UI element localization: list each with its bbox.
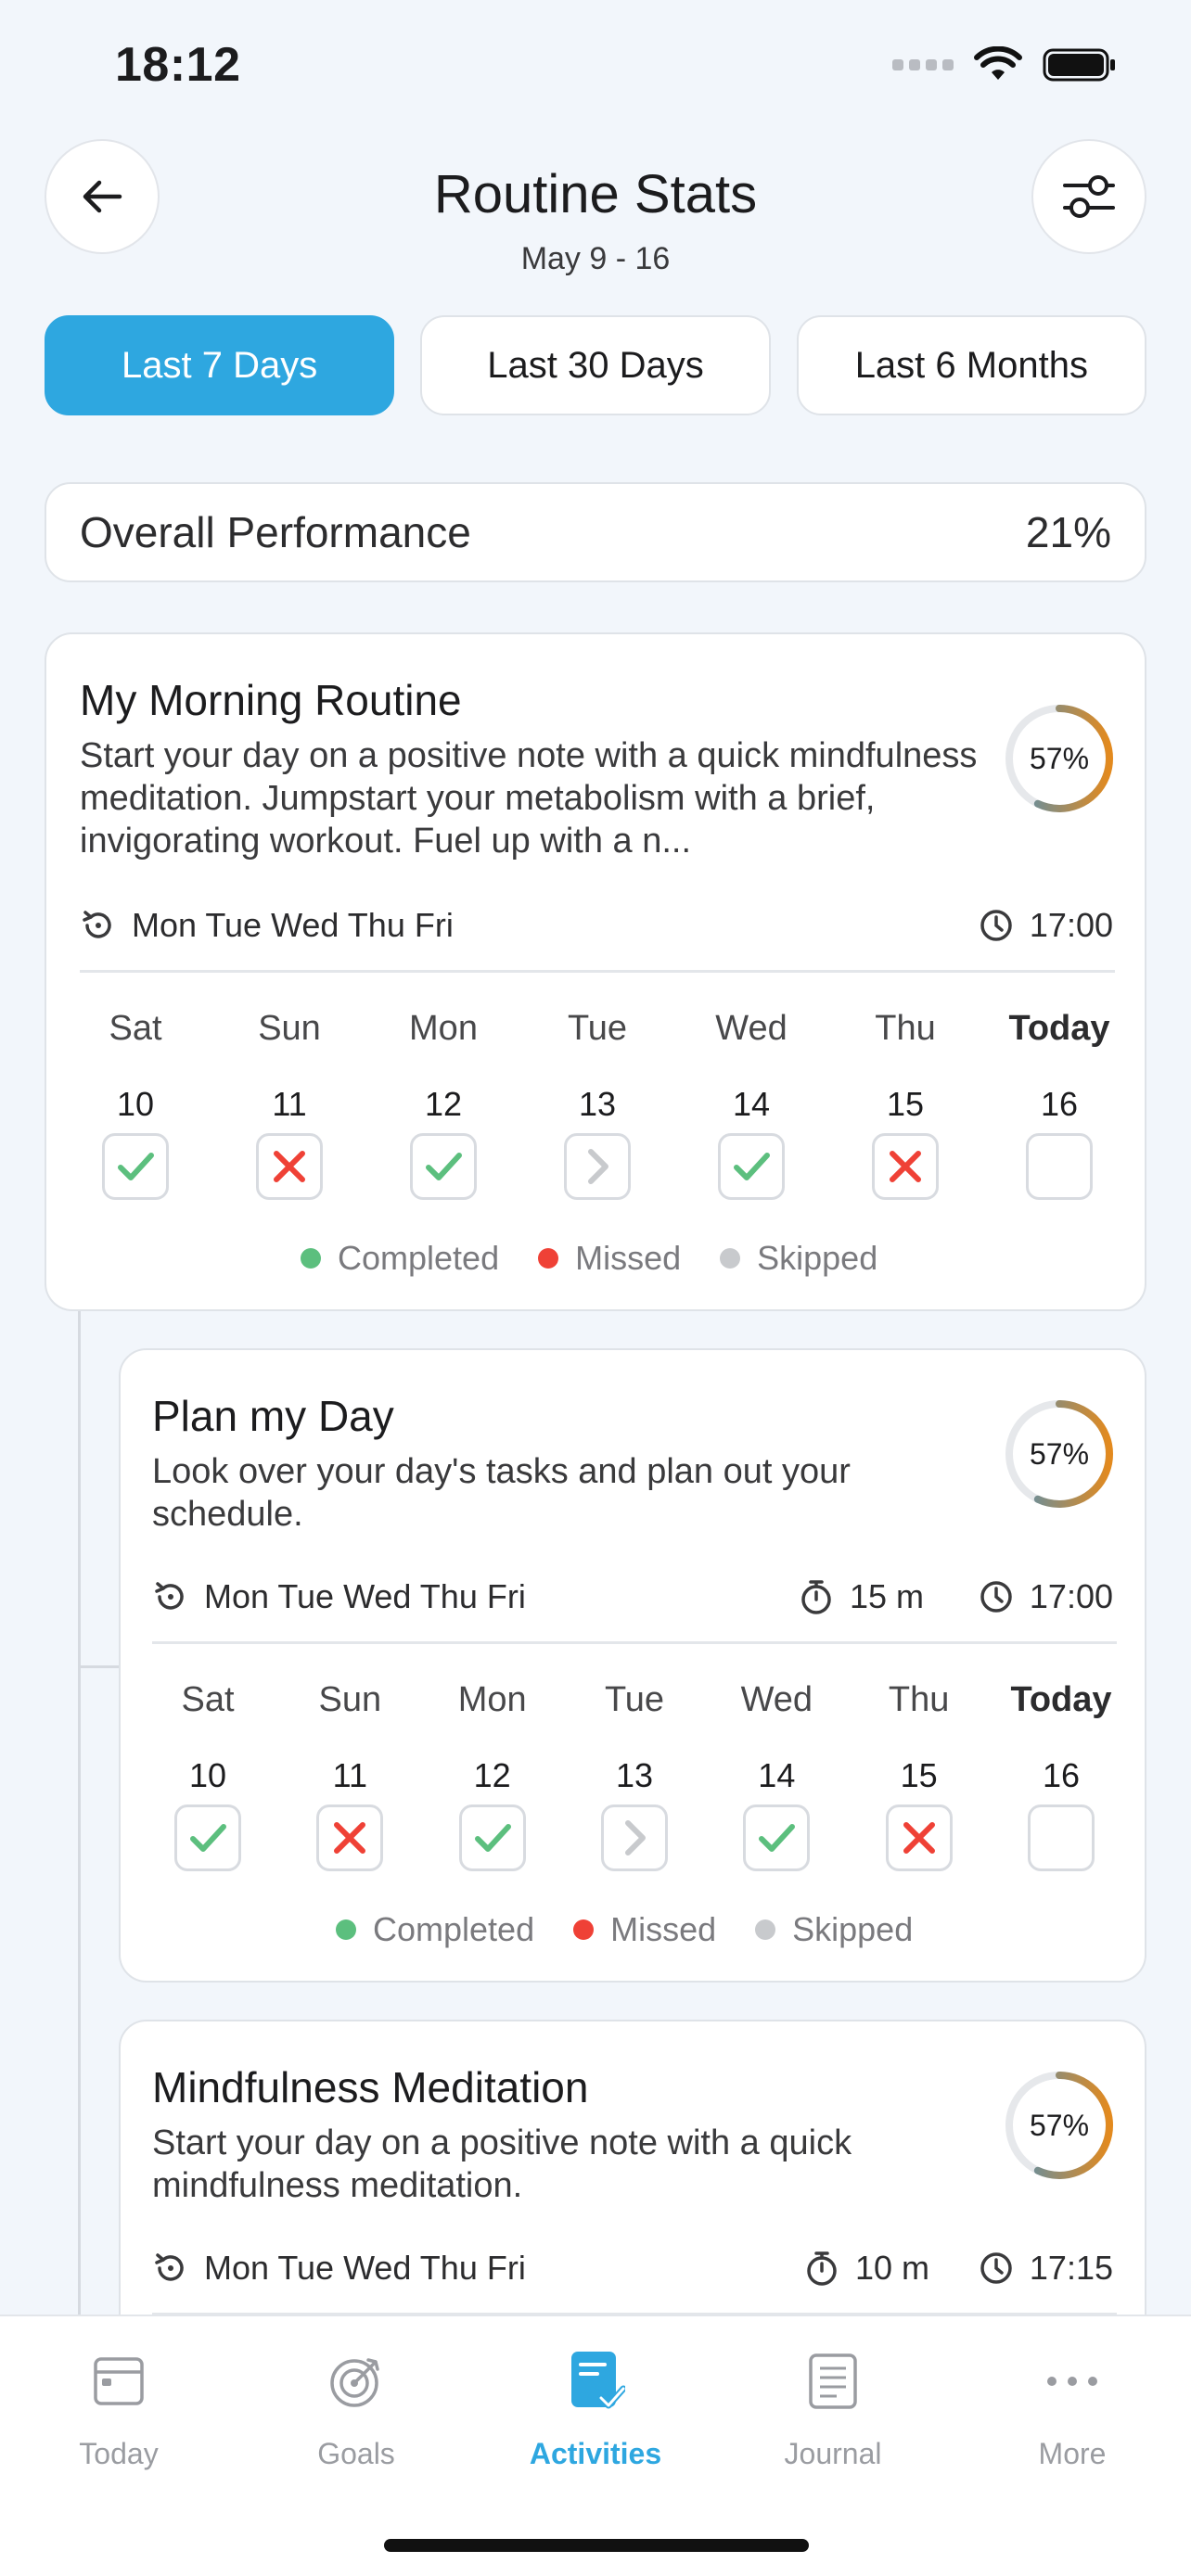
repeat-days-text: Mon Tue Wed Thu Fri <box>204 2249 526 2287</box>
home-indicator <box>384 2539 809 2552</box>
progress-ring <box>1002 2068 1117 2183</box>
tab-last-6-months[interactable]: Last 6 Months <box>797 315 1146 415</box>
check-icon <box>186 1816 230 1860</box>
tab-last-7-days[interactable]: Last 7 Days <box>45 315 394 415</box>
repeat-icon <box>80 907 117 944</box>
status-bar <box>0 0 1191 139</box>
status-legend <box>336 1910 913 1949</box>
routine-title: Mindfulness Meditation <box>152 2063 589 2111</box>
week-tracker <box>152 1677 1117 1862</box>
day-number: 10 <box>116 1085 155 1123</box>
sliders-icon <box>1061 169 1117 224</box>
day-column <box>696 1005 807 1200</box>
tabbar-label: Journal <box>784 2437 882 2470</box>
journal-icon <box>805 2352 861 2411</box>
repeat-icon <box>152 2250 189 2287</box>
day-status-completed[interactable] <box>459 1804 526 1871</box>
day-status-completed[interactable] <box>410 1133 477 1200</box>
cross-icon <box>883 1144 928 1189</box>
routine-description: Look over your day's tasks and plan out your schedule. <box>152 1452 851 1534</box>
day-column <box>437 1677 548 1871</box>
day-status-skipped[interactable] <box>564 1133 631 1200</box>
progress-percent: 57% <box>1029 741 1090 775</box>
header <box>0 139 1191 287</box>
day-column <box>850 1005 961 1200</box>
day-status-completed[interactable] <box>102 1133 169 1200</box>
day-name: Wed <box>740 1680 813 1719</box>
routine-card[interactable] <box>45 632 1146 1311</box>
day-column <box>152 1677 263 1871</box>
more-icon <box>1044 2372 1100 2391</box>
tabbar-today[interactable] <box>0 2344 237 2471</box>
clock-icon <box>978 907 1015 944</box>
status-time: 18:12 <box>115 38 241 92</box>
reminder-time-text: 17:15 <box>1029 2249 1113 2287</box>
repeat-days <box>80 901 454 950</box>
legend-skipped: Skipped <box>720 1239 877 1278</box>
day-status-missed[interactable] <box>886 1804 953 1871</box>
skipped-dot-icon <box>755 1919 775 1940</box>
chevron-right-icon <box>612 1816 657 1860</box>
tabbar-label: Today <box>79 2437 159 2470</box>
date-range: May 9 - 16 <box>520 241 671 276</box>
day-number: 16 <box>1042 1756 1081 1794</box>
day-column <box>1005 1677 1117 1871</box>
day-number: 13 <box>615 1756 654 1794</box>
day-column <box>721 1677 832 1871</box>
repeat-days-text: Mon Tue Wed Thu Fri <box>132 906 454 944</box>
tabbar-more[interactable] <box>954 2344 1191 2471</box>
completed-dot-icon <box>336 1919 356 1940</box>
wifi-icon <box>974 46 1022 83</box>
day-status-none[interactable] <box>1028 1804 1095 1871</box>
reminder-time-text: 17:00 <box>1029 1577 1113 1615</box>
tabbar-label: Activities <box>529 2437 662 2470</box>
day-number: 14 <box>732 1085 771 1123</box>
day-name: Thu <box>888 1680 950 1719</box>
day-number: 16 <box>1040 1085 1079 1123</box>
status-legend <box>301 1239 877 1278</box>
day-name: Today <box>1008 1009 1110 1048</box>
day-number: 15 <box>900 1756 938 1794</box>
day-status-missed[interactable] <box>316 1804 383 1871</box>
legend-completed: Completed <box>336 1910 534 1949</box>
tabbar-label: More <box>1038 2437 1107 2470</box>
day-number: 15 <box>886 1085 925 1123</box>
legend-skipped: Skipped <box>755 1910 913 1949</box>
day-name: Tue <box>567 1009 628 1048</box>
tabbar-goals[interactable] <box>237 2344 475 2471</box>
routine-title: Plan my Day <box>152 1392 394 1440</box>
week-tracker <box>80 1005 1115 1191</box>
day-name: Tue <box>604 1680 665 1719</box>
tabbar-activities[interactable] <box>477 2344 714 2471</box>
skipped-dot-icon <box>720 1248 740 1269</box>
duration-text: 15 m <box>850 1577 925 1615</box>
overall-performance-value: 21% <box>1025 508 1111 556</box>
bottom-tab-bar <box>0 2315 1191 2576</box>
reminder-time-text: 17:00 <box>1029 906 1113 944</box>
check-icon <box>754 1816 799 1860</box>
check-icon <box>729 1144 774 1189</box>
legend-missed: Missed <box>538 1239 681 1278</box>
progress-ring <box>1002 1396 1117 1511</box>
tabbar-label: Goals <box>317 2437 395 2470</box>
repeat-icon <box>152 1578 189 1615</box>
status-icons <box>892 46 1117 83</box>
check-icon <box>470 1816 515 1860</box>
cellular-signal-icon <box>892 59 954 70</box>
routine-description: Start your day on a positive note with a quick mindfulness meditation. Jumpstart your metabolism with a brief, invigorating workout. Fuel up with a n... <box>80 736 978 861</box>
day-status-none[interactable] <box>1026 1133 1093 1200</box>
day-column <box>542 1005 653 1200</box>
day-name: Sat <box>109 1009 162 1048</box>
stopwatch-icon <box>803 2250 840 2287</box>
divider <box>80 970 1115 973</box>
reminder-time <box>978 901 1113 950</box>
day-number: 12 <box>424 1085 463 1123</box>
progress-percent: 57% <box>1029 1436 1090 1471</box>
check-icon <box>421 1144 466 1189</box>
cross-icon <box>327 1816 372 1860</box>
day-column <box>1004 1005 1115 1200</box>
duration <box>803 2244 929 2292</box>
tabbar-journal[interactable] <box>714 2344 952 2471</box>
routine-title: My Morning Routine <box>80 676 462 724</box>
day-number: 11 <box>332 1756 368 1794</box>
day-name: Mon <box>457 1680 527 1719</box>
day-column <box>80 1005 191 1200</box>
legend-completed: Completed <box>301 1239 499 1278</box>
routine-card[interactable] <box>119 1348 1146 1983</box>
repeat-days <box>152 1573 526 1621</box>
day-column <box>864 1677 975 1871</box>
day-column <box>388 1005 499 1200</box>
reminder-time <box>978 2244 1113 2292</box>
day-number: 11 <box>272 1085 307 1123</box>
cross-icon <box>897 1816 941 1860</box>
repeat-days-text: Mon Tue Wed Thu Fri <box>204 1577 526 1615</box>
day-column <box>294 1677 405 1871</box>
day-name: Mon <box>409 1009 478 1048</box>
progress-percent: 57% <box>1029 2108 1090 2142</box>
day-number: 13 <box>578 1085 617 1123</box>
tree-connector <box>78 1311 81 2315</box>
overall-performance-label: Overall Performance <box>80 508 471 556</box>
day-column <box>234 1005 345 1200</box>
day-name: Sun <box>318 1680 382 1719</box>
progress-ring <box>1002 701 1117 816</box>
battery-icon <box>1043 46 1117 83</box>
day-status-completed[interactable] <box>718 1133 785 1200</box>
cross-icon <box>267 1144 312 1189</box>
check-icon <box>113 1144 158 1189</box>
tab-last-30-days[interactable]: Last 30 Days <box>420 315 770 415</box>
missed-dot-icon <box>573 1919 594 1940</box>
duration <box>798 1573 924 1621</box>
day-column <box>579 1677 690 1871</box>
range-tabs <box>45 315 1146 415</box>
duration-text: 10 m <box>855 2249 930 2287</box>
day-status-missed[interactable] <box>872 1133 939 1200</box>
activities-icon <box>566 2350 625 2413</box>
day-name: Thu <box>875 1009 936 1048</box>
day-number: 12 <box>473 1756 511 1794</box>
day-name: Today <box>1010 1680 1112 1719</box>
day-status-missed[interactable] <box>256 1133 323 1200</box>
day-name: Sun <box>258 1009 321 1048</box>
overall-performance <box>45 482 1146 582</box>
day-status-completed[interactable] <box>174 1804 241 1871</box>
divider <box>152 1641 1117 1644</box>
day-number: 10 <box>188 1756 227 1794</box>
day-status-completed[interactable] <box>743 1804 810 1871</box>
day-name: Sat <box>181 1680 235 1719</box>
page-title: Routine Stats <box>433 164 758 224</box>
repeat-days <box>152 2244 526 2292</box>
target-icon <box>327 2353 385 2410</box>
calendar-icon <box>91 2353 147 2409</box>
legend-missed: Missed <box>573 1910 716 1949</box>
tree-connector-branch <box>78 1665 119 1668</box>
clock-icon <box>978 1578 1015 1615</box>
stopwatch-icon <box>798 1578 835 1615</box>
completed-dot-icon <box>301 1248 321 1269</box>
day-number: 14 <box>758 1756 796 1794</box>
missed-dot-icon <box>538 1248 558 1269</box>
day-status-skipped[interactable] <box>601 1804 668 1871</box>
reminder-time <box>978 1573 1113 1621</box>
filter-button[interactable] <box>1031 139 1146 254</box>
routine-description: Start your day on a positive note with a quick mindfulness meditation. <box>152 2123 852 2205</box>
chevron-right-icon <box>575 1144 620 1189</box>
clock-icon <box>978 2250 1015 2287</box>
day-name: Wed <box>715 1009 788 1048</box>
